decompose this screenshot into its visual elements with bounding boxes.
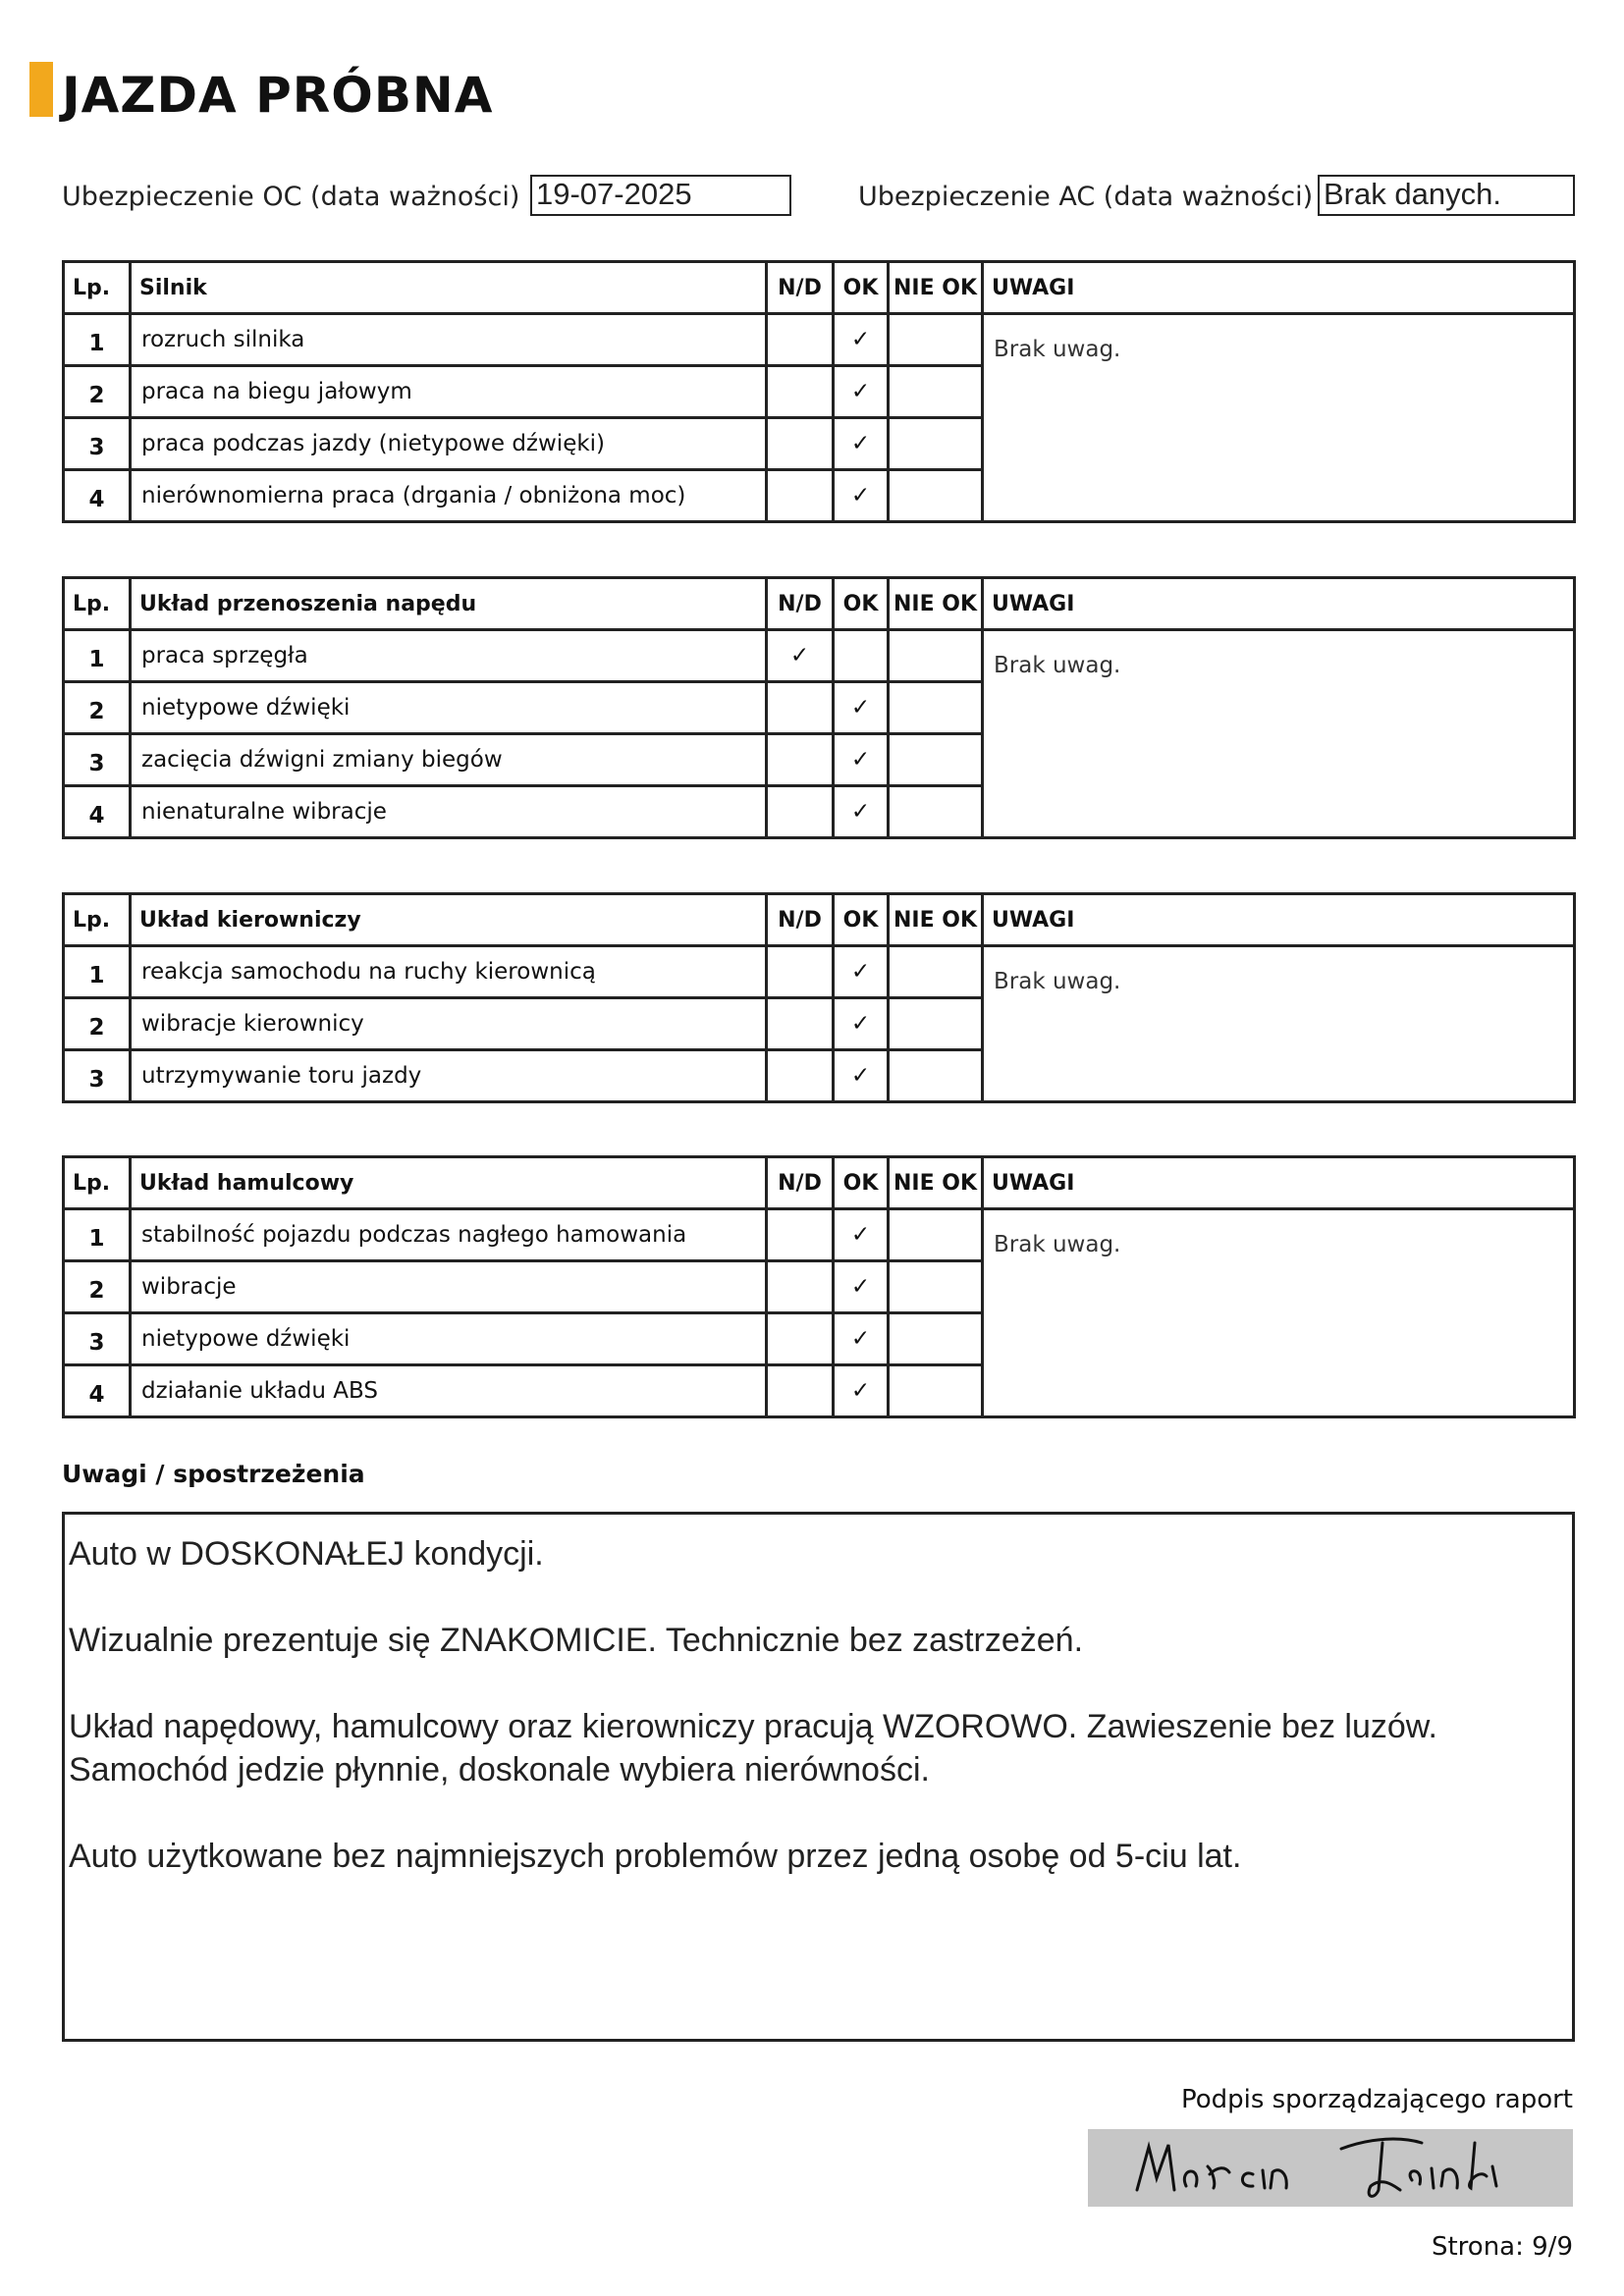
row-label: wibracje bbox=[131, 1261, 767, 1313]
checkmark-icon: ✓ bbox=[850, 798, 871, 825]
row-number: 1 bbox=[64, 630, 131, 682]
section-title: Układ hamulcowy bbox=[131, 1157, 767, 1209]
checklist-row bbox=[64, 1209, 1575, 1261]
checkbox-ok[interactable] bbox=[834, 998, 889, 1050]
section-title: Układ przenoszenia napędu bbox=[131, 578, 767, 630]
checkmark-icon: ✓ bbox=[850, 1273, 871, 1300]
section-table bbox=[62, 576, 1576, 839]
checkbox-nd[interactable] bbox=[767, 314, 834, 366]
checkmark-icon: ✓ bbox=[789, 642, 810, 668]
row-label: nietypowe dźwięki bbox=[131, 682, 767, 734]
checkbox-nd[interactable] bbox=[767, 1365, 834, 1417]
row-label: nierównomierna praca (drgania / obniżona moc) bbox=[131, 470, 767, 522]
checkbox-ok[interactable] bbox=[834, 1050, 889, 1102]
checkbox-ok[interactable] bbox=[834, 1261, 889, 1313]
row-label: praca sprzęgła bbox=[131, 630, 767, 682]
checkmark-icon: ✓ bbox=[850, 694, 871, 721]
row-label: działanie układu ABS bbox=[131, 1365, 767, 1417]
header-nieok: NIE OK bbox=[889, 894, 983, 946]
section-title: Silnik bbox=[131, 262, 767, 314]
row-number: 3 bbox=[64, 418, 131, 470]
checkbox-nd[interactable] bbox=[767, 470, 834, 522]
row-number: 3 bbox=[64, 1050, 131, 1102]
page-number: Strona: 9/9 bbox=[1431, 2232, 1573, 2262]
row-label: wibracje kierownicy bbox=[131, 998, 767, 1050]
checklist-row bbox=[64, 946, 1575, 998]
checkbox-nieok[interactable] bbox=[889, 630, 983, 682]
checkbox-nieok[interactable] bbox=[889, 1209, 983, 1261]
row-label: praca podczas jazdy (nietypowe dźwięki) bbox=[131, 418, 767, 470]
checkbox-nieok[interactable] bbox=[889, 418, 983, 470]
checkbox-ok[interactable] bbox=[834, 366, 889, 418]
ac-insurance-field[interactable]: Brak danych. bbox=[1318, 175, 1575, 216]
checkmark-icon: ✓ bbox=[850, 1221, 871, 1248]
checkbox-nd[interactable] bbox=[767, 1313, 834, 1365]
checkmark-icon: ✓ bbox=[850, 1377, 871, 1404]
checkbox-nd[interactable] bbox=[767, 734, 834, 786]
row-number: 4 bbox=[64, 470, 131, 522]
checkbox-nieok[interactable] bbox=[889, 1313, 983, 1365]
row-label: utrzymywanie toru jazdy bbox=[131, 1050, 767, 1102]
row-label: zacięcia dźwigni zmiany biegów bbox=[131, 734, 767, 786]
row-number: 1 bbox=[64, 314, 131, 366]
checkmark-icon: ✓ bbox=[850, 746, 871, 773]
row-number: 3 bbox=[64, 734, 131, 786]
section-table bbox=[62, 260, 1576, 523]
row-number: 3 bbox=[64, 1313, 131, 1365]
header-nd: N/D bbox=[767, 262, 834, 314]
checkbox-ok[interactable] bbox=[834, 470, 889, 522]
observations-box bbox=[62, 1512, 1575, 2042]
checkbox-nieok[interactable] bbox=[889, 946, 983, 998]
checkbox-nieok[interactable] bbox=[889, 470, 983, 522]
checkmark-icon: ✓ bbox=[850, 958, 871, 985]
checkbox-nieok[interactable] bbox=[889, 1050, 983, 1102]
row-number: 1 bbox=[64, 1209, 131, 1261]
observation-paragraph: Wizualnie prezentuje się ZNAKOMICIE. Technicznie bez zastrzeżeń. bbox=[69, 1622, 1084, 1659]
row-number: 4 bbox=[64, 1365, 131, 1417]
checkmark-icon: ✓ bbox=[850, 482, 871, 508]
checkbox-nieok[interactable] bbox=[889, 786, 983, 838]
header-uwagi: UWAGI bbox=[983, 262, 1575, 314]
header-lp: Lp. bbox=[64, 578, 131, 630]
row-label: rozruch silnika bbox=[131, 314, 767, 366]
row-label: nienaturalne wibracje bbox=[131, 786, 767, 838]
checkbox-ok[interactable] bbox=[834, 682, 889, 734]
row-label: reakcja samochodu na ruchy kierownicą bbox=[131, 946, 767, 998]
row-number: 2 bbox=[64, 366, 131, 418]
signature-label: Podpis sporządzającego raport bbox=[1180, 2085, 1573, 2114]
oc-insurance-label: Ubezpieczenie OC (data ważności) bbox=[62, 182, 520, 212]
checkmark-icon: ✓ bbox=[850, 1010, 871, 1037]
header-uwagi: UWAGI bbox=[983, 578, 1575, 630]
checklist-row bbox=[64, 314, 1575, 366]
header-lp: Lp. bbox=[64, 1157, 131, 1209]
checkbox-nieok[interactable] bbox=[889, 314, 983, 366]
remarks-cell[interactable]: Brak uwag. bbox=[983, 630, 1575, 838]
header-nd: N/D bbox=[767, 578, 834, 630]
header-nd: N/D bbox=[767, 894, 834, 946]
ac-insurance-label: Ubezpieczenie AC (data ważności) bbox=[858, 182, 1314, 212]
checkmark-icon: ✓ bbox=[850, 430, 871, 456]
checkbox-ok[interactable] bbox=[834, 946, 889, 998]
header-ok: OK bbox=[834, 262, 889, 314]
signature-box bbox=[1088, 2129, 1573, 2207]
row-label: praca na biegu jałowym bbox=[131, 366, 767, 418]
row-label: stabilność pojazdu podczas nagłego hamowania bbox=[131, 1209, 767, 1261]
checkbox-nd[interactable] bbox=[767, 946, 834, 998]
header-ok: OK bbox=[834, 1157, 889, 1209]
checkbox-nd[interactable] bbox=[767, 786, 834, 838]
checkbox-nd[interactable] bbox=[767, 1209, 834, 1261]
observation-paragraph: Układ napędowy, hamulcowy oraz kierowniczy pracują WZOROWO. Zawieszenie bez luzów. bbox=[69, 1708, 1437, 1745]
observation-paragraph: Auto w DOSKONAŁEJ kondycji. bbox=[69, 1535, 544, 1573]
row-number: 1 bbox=[64, 946, 131, 998]
checkbox-ok[interactable] bbox=[834, 418, 889, 470]
checkmark-icon: ✓ bbox=[850, 326, 871, 352]
page-title: JAZDA PRÓBNA bbox=[62, 67, 494, 124]
checkbox-ok[interactable] bbox=[834, 1365, 889, 1417]
checkbox-ok[interactable] bbox=[834, 630, 889, 682]
row-number: 2 bbox=[64, 998, 131, 1050]
checkbox-nd[interactable] bbox=[767, 1261, 834, 1313]
remarks-cell[interactable]: Brak uwag. bbox=[983, 314, 1575, 522]
checkbox-nd[interactable] bbox=[767, 1050, 834, 1102]
header-nieok: NIE OK bbox=[889, 1157, 983, 1209]
header-nieok: NIE OK bbox=[889, 262, 983, 314]
header-ok: OK bbox=[834, 578, 889, 630]
remarks-cell[interactable]: Brak uwag. bbox=[983, 1209, 1575, 1417]
checkbox-nieok[interactable] bbox=[889, 682, 983, 734]
row-number: 2 bbox=[64, 1261, 131, 1313]
checkbox-ok[interactable] bbox=[834, 1313, 889, 1365]
checkbox-nd[interactable] bbox=[767, 366, 834, 418]
section-table bbox=[62, 892, 1576, 1103]
oc-insurance-field[interactable]: 19-07-2025 bbox=[530, 175, 791, 216]
checkbox-nieok[interactable] bbox=[889, 1365, 983, 1417]
handwritten-signature bbox=[1088, 2129, 1573, 2207]
header-lp: Lp. bbox=[64, 262, 131, 314]
checkbox-ok[interactable] bbox=[834, 1209, 889, 1261]
checklist-row bbox=[64, 630, 1575, 682]
checkbox-nieok[interactable] bbox=[889, 366, 983, 418]
checkbox-ok[interactable] bbox=[834, 734, 889, 786]
header-nd: N/D bbox=[767, 1157, 834, 1209]
checkbox-nieok[interactable] bbox=[889, 998, 983, 1050]
remarks-cell[interactable]: Brak uwag. bbox=[983, 946, 1575, 1102]
checkbox-nd[interactable] bbox=[767, 418, 834, 470]
observations-label: Uwagi / spostrzeżenia bbox=[62, 1460, 365, 1488]
checkbox-nieok[interactable] bbox=[889, 1261, 983, 1313]
title-accent-bar bbox=[29, 62, 53, 117]
row-number: 2 bbox=[64, 682, 131, 734]
row-number: 4 bbox=[64, 786, 131, 838]
observation-paragraph: Auto użytkowane bez najmniejszych problemów przez jedną osobę od 5-ciu lat. bbox=[69, 1838, 1242, 1875]
checkbox-nd[interactable] bbox=[767, 630, 834, 682]
header-uwagi: UWAGI bbox=[983, 1157, 1575, 1209]
section-table bbox=[62, 1155, 1576, 1418]
header-nieok: NIE OK bbox=[889, 578, 983, 630]
row-label: nietypowe dźwięki bbox=[131, 1313, 767, 1365]
checkmark-icon: ✓ bbox=[850, 1062, 871, 1089]
section-title: Układ kierowniczy bbox=[131, 894, 767, 946]
header-ok: OK bbox=[834, 894, 889, 946]
checkbox-ok[interactable] bbox=[834, 314, 889, 366]
checkbox-nieok[interactable] bbox=[889, 734, 983, 786]
observation-paragraph: Samochód jedzie płynnie, doskonale wybiera nierówności. bbox=[69, 1751, 930, 1789]
header-lp: Lp. bbox=[64, 894, 131, 946]
checkmark-icon: ✓ bbox=[850, 1325, 871, 1352]
header-uwagi: UWAGI bbox=[983, 894, 1575, 946]
checkbox-nd[interactable] bbox=[767, 682, 834, 734]
checkbox-ok[interactable] bbox=[834, 786, 889, 838]
checkbox-nd[interactable] bbox=[767, 998, 834, 1050]
checkmark-icon: ✓ bbox=[850, 378, 871, 404]
